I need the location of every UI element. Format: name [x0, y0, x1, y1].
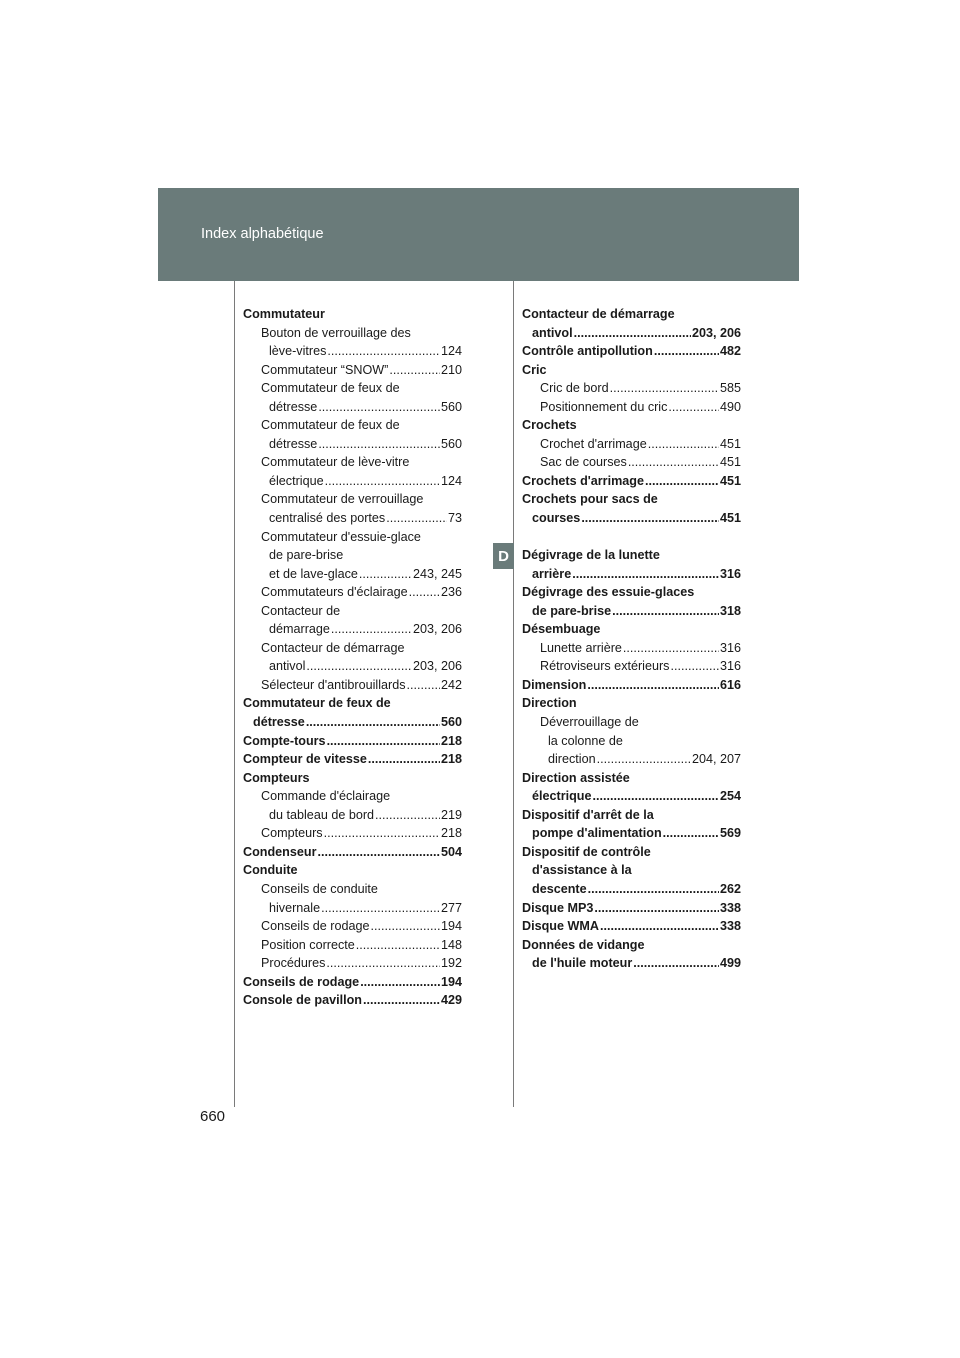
page-reference: 560 — [440, 715, 462, 730]
index-subentry: Déverrouillage de — [540, 715, 639, 730]
page-reference: 124 — [440, 344, 462, 359]
section-title: Index alphabétique — [201, 226, 324, 242]
page-reference: 451 — [719, 436, 741, 451]
entry-text: Condenseur — [243, 844, 317, 859]
index-subentry: Bouton de verrouillage des — [261, 325, 411, 340]
index-subentry: d'assistance à la — [532, 863, 632, 878]
dot-leader — [648, 435, 719, 454]
column-rule-left — [234, 281, 235, 1107]
section-gap — [522, 528, 741, 547]
page-reference: 482 — [719, 344, 741, 359]
dot-leader — [581, 509, 719, 528]
index-heading — [243, 732, 462, 751]
dot-leader — [645, 472, 719, 491]
page-reference: 124 — [440, 473, 462, 488]
entry-text: pompe d'alimentation — [532, 826, 662, 841]
index-heading: Désembuage — [522, 622, 601, 637]
entry-text: démarrage — [269, 622, 330, 637]
entry-text: du tableau de bord — [269, 807, 375, 822]
index-heading: Direction — [522, 696, 577, 711]
entry-text: Compte-tours — [243, 733, 326, 748]
index-subentry: Commande d'éclairage — [261, 789, 391, 804]
index-subentry — [522, 398, 741, 417]
page-reference: 316 — [719, 659, 741, 674]
dot-leader — [317, 843, 440, 862]
index-subentry — [243, 936, 462, 955]
page-reference: 499 — [719, 956, 741, 971]
dot-leader — [306, 657, 412, 676]
page-reference: 203, 206 — [691, 325, 741, 340]
index-subentry — [243, 676, 462, 695]
page-reference: 316 — [719, 566, 741, 581]
page-reference: 338 — [719, 900, 741, 915]
index-heading — [522, 676, 741, 695]
page-reference: 254 — [719, 789, 741, 804]
index-heading: Dégivrage de la lunette — [522, 548, 660, 563]
dot-leader — [324, 824, 440, 843]
dot-leader — [371, 917, 440, 936]
index-heading: Dégivrage des essuie-glaces — [522, 585, 695, 600]
index-subentry — [522, 435, 741, 454]
dot-leader — [325, 472, 440, 491]
entry-text: Disque WMA — [522, 919, 599, 934]
entry-text: Conseils de rodage — [243, 974, 360, 989]
dot-leader — [327, 342, 440, 361]
page-reference: 192 — [440, 956, 462, 971]
index-column-left — [243, 305, 462, 1010]
entry-text: Rétroviseurs extérieurs — [540, 659, 670, 674]
entry-text: Console de pavillon — [243, 993, 362, 1008]
entry-text: de pare-brise — [532, 603, 612, 618]
index-subentry: de pare-brise — [269, 548, 344, 563]
entry-text: détresse — [269, 436, 318, 451]
index-subentry: Commutateur de lève-vitre — [261, 455, 410, 470]
page-reference: 203, 206 — [412, 622, 462, 637]
index-subentry: Commutateur d'essuie-glace — [261, 529, 421, 544]
index-heading: Conduite — [243, 863, 298, 878]
index-subentry — [243, 806, 462, 825]
column-rule-right — [513, 281, 514, 1107]
index-subentry — [522, 657, 741, 676]
index-heading — [243, 750, 462, 769]
entry-text: Commutateur “SNOW” — [261, 362, 389, 377]
page-reference: 451 — [719, 455, 741, 470]
dot-leader — [389, 361, 440, 380]
entry-text: courses — [532, 511, 581, 526]
index-subentry — [522, 787, 741, 806]
index-subentry — [522, 324, 741, 343]
entry-text: Sac de courses — [540, 455, 627, 470]
page-reference: 569 — [719, 826, 741, 841]
page-reference: 504 — [440, 844, 462, 859]
page-reference: 203, 206 — [412, 659, 462, 674]
dot-leader — [375, 806, 440, 825]
index-subentry — [522, 453, 741, 472]
index-subentry — [243, 824, 462, 843]
entry-text: de l'huile moteur — [532, 956, 633, 971]
entry-text: Lunette arrière — [540, 640, 622, 655]
index-subentry — [522, 379, 741, 398]
index-subentry — [243, 342, 462, 361]
dot-leader — [600, 917, 719, 936]
index-heading: Direction assistée — [522, 770, 630, 785]
dot-leader — [368, 750, 440, 769]
dot-leader — [574, 324, 691, 343]
index-subentry — [243, 713, 462, 732]
dot-leader — [612, 602, 719, 621]
page-reference: 236 — [440, 585, 462, 600]
entry-text: électrique — [532, 789, 592, 804]
index-subentry — [243, 565, 462, 584]
index-heading — [522, 342, 741, 361]
entry-text: direction — [548, 752, 596, 767]
index-subentry — [522, 602, 741, 621]
index-heading — [243, 843, 462, 862]
dot-leader — [359, 565, 412, 584]
page-reference: 585 — [719, 381, 741, 396]
dot-leader — [363, 991, 440, 1010]
index-heading: Compteurs — [243, 770, 310, 785]
index-subentry — [243, 509, 462, 528]
entry-text: descente — [532, 881, 587, 896]
page-reference: 194 — [440, 919, 462, 934]
page-number: 660 — [200, 1108, 226, 1125]
dot-leader — [318, 435, 440, 454]
page-reference: 277 — [440, 900, 462, 915]
index-heading: Crochets pour sacs de — [522, 492, 658, 507]
index-heading — [243, 973, 462, 992]
dot-leader — [663, 824, 719, 843]
dot-leader — [321, 899, 440, 918]
index-subentry — [243, 583, 462, 602]
dot-leader — [409, 583, 440, 602]
index-heading — [522, 472, 741, 491]
page-reference: 219 — [440, 807, 462, 822]
entry-text: Crochet d'arrimage — [540, 436, 647, 451]
index-subentry: Commutateur de feux de — [261, 381, 400, 396]
index-heading: Dispositif de contrôle — [522, 844, 651, 859]
index-subentry — [243, 398, 462, 417]
index-subentry — [522, 824, 741, 843]
index-subentry: Contacteur de démarrage — [261, 640, 405, 655]
page-reference: 318 — [719, 603, 741, 618]
page-reference: 148 — [440, 937, 462, 952]
index-subentry — [522, 639, 741, 658]
page-reference: 262 — [719, 881, 741, 896]
page-reference: 243, 245 — [412, 566, 462, 581]
page-reference: 204, 207 — [691, 752, 741, 767]
dot-leader — [593, 787, 719, 806]
dot-leader — [327, 732, 440, 751]
dot-leader — [331, 620, 412, 639]
index-subentry — [243, 954, 462, 973]
index-heading: Données de vidange — [522, 937, 645, 952]
dot-leader — [610, 379, 719, 398]
page-reference: 194 — [440, 974, 462, 989]
dot-leader — [318, 398, 440, 417]
page-reference: 560 — [440, 399, 462, 414]
index-subentry — [243, 657, 462, 676]
entry-text: électrique — [269, 473, 324, 488]
index-subentry — [243, 361, 462, 380]
entry-text: antivol — [532, 325, 573, 340]
page-reference: 429 — [440, 993, 462, 1008]
entry-text: Sélecteur d'antibrouillards — [261, 677, 406, 692]
index-subentry — [243, 472, 462, 491]
entry-text: Position correcte — [261, 937, 355, 952]
entry-text: Compteurs — [261, 826, 323, 841]
page-reference: 338 — [719, 919, 741, 934]
index-subentry: Commutateur de verrouillage — [261, 492, 424, 507]
index-letter-tab: D — [493, 543, 514, 569]
entry-text: détresse — [269, 399, 318, 414]
entry-text: Procédures — [261, 956, 326, 971]
entry-text: Positionnement du cric — [540, 399, 668, 414]
entry-text: Contrôle antipollution — [522, 344, 653, 359]
index-subentry — [522, 565, 741, 584]
entry-text: Crochets d'arrimage — [522, 473, 644, 488]
dot-leader — [633, 954, 719, 973]
entry-text: arrière — [532, 566, 572, 581]
entry-text: antivol — [269, 659, 306, 674]
dot-leader — [597, 750, 691, 769]
index-heading: Dispositif d'arrêt de la — [522, 807, 654, 822]
index-subentry: Commutateur de feux de — [261, 418, 400, 433]
dot-leader — [356, 936, 440, 955]
index-subentry — [243, 620, 462, 639]
dot-leader — [628, 453, 719, 472]
page-reference: 560 — [440, 436, 462, 451]
page-reference: 451 — [719, 511, 741, 526]
entry-text: centralisé des portes — [269, 511, 386, 526]
page-reference: 242 — [440, 677, 462, 692]
page-reference: 218 — [440, 752, 462, 767]
dot-leader — [654, 342, 719, 361]
index-heading: Cric — [522, 362, 547, 377]
dot-leader — [668, 398, 719, 417]
index-subentry — [243, 917, 462, 936]
page-reference: 73 — [447, 511, 462, 526]
index-subentry — [522, 880, 741, 899]
dot-leader — [670, 657, 719, 676]
index-subentry: Contacteur de — [261, 603, 341, 618]
entry-text: Dimension — [522, 677, 587, 692]
dot-leader — [588, 880, 719, 899]
entry-text: Compteur de vitesse — [243, 752, 367, 767]
entry-text: et de lave-glace — [269, 566, 358, 581]
page-reference: 316 — [719, 640, 741, 655]
index-subentry — [522, 750, 741, 769]
dot-leader — [360, 973, 440, 992]
index-heading — [522, 899, 741, 918]
index-heading: Contacteur de démarrage — [522, 307, 675, 321]
index-heading — [522, 917, 741, 936]
dot-leader — [306, 713, 440, 732]
page-reference: 616 — [719, 677, 741, 692]
entry-text: lève-vitres — [269, 344, 327, 359]
entry-text: Cric de bord — [540, 381, 609, 396]
dot-leader — [572, 565, 719, 584]
index-subentry — [522, 954, 741, 973]
page-reference: 218 — [440, 733, 462, 748]
index-heading: Commutateur — [243, 307, 325, 321]
index-heading: Commutateur de feux de — [243, 696, 391, 711]
index-heading: Crochets — [522, 418, 577, 433]
page-reference: 210 — [440, 362, 462, 377]
index-column-right — [522, 305, 741, 973]
dot-leader — [407, 676, 440, 695]
index-subentry: la colonne de — [548, 733, 623, 748]
index-subentry — [522, 509, 741, 528]
index-subentry — [243, 435, 462, 454]
index-subentry: Conseils de conduite — [261, 881, 378, 896]
entry-text: Disque MP3 — [522, 900, 594, 915]
entry-text: Commutateurs d'éclairage — [261, 585, 408, 600]
index-subentry — [243, 899, 462, 918]
page-reference: 490 — [719, 399, 741, 414]
page-reference: 451 — [719, 473, 741, 488]
dot-leader — [623, 639, 719, 658]
header-band — [158, 188, 799, 281]
entry-text: hivernale — [269, 900, 321, 915]
entry-text: détresse — [253, 715, 305, 730]
entry-text: Conseils de rodage — [261, 919, 370, 934]
dot-leader — [594, 899, 719, 918]
dot-leader — [587, 676, 719, 695]
index-heading — [243, 991, 462, 1010]
dot-leader — [326, 954, 440, 973]
dot-leader — [386, 509, 447, 528]
page-reference: 218 — [440, 826, 462, 841]
